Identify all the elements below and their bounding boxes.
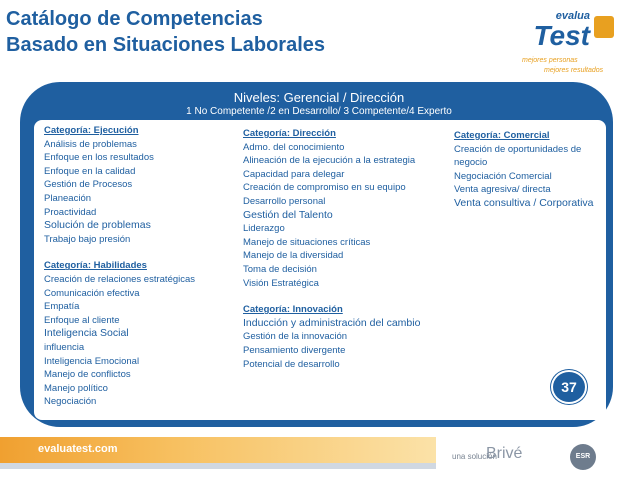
category-title-innovacion: Categoría: Innovación: [243, 304, 343, 316]
footer-site-link[interactable]: evaluatest.com: [38, 443, 118, 455]
logo-test-text: Test: [533, 20, 590, 51]
footer-solucion-text: una solución: [452, 452, 497, 461]
esr-logo: ESR: [570, 444, 596, 470]
column-left: [44, 124, 234, 409]
list-item: negocio: [454, 157, 488, 169]
list-item: Venta agresiva/ directa: [454, 184, 551, 196]
list-item: Manejo político: [44, 382, 108, 394]
scale-header: 1 No Competente /2 en Desarrollo/ 3 Competente/4 Experto: [186, 106, 452, 117]
page-title: [6, 6, 325, 58]
list-item: Manejo de la diversidad: [243, 250, 344, 262]
list-item: Gestión de la innovación: [243, 331, 348, 343]
list-item: Admo. del conocimiento: [243, 141, 345, 153]
list-item: Solución de problemas: [44, 219, 151, 232]
list-item: Negociación Comercial: [454, 170, 552, 182]
list-item: Comunicación efectiva: [44, 287, 140, 299]
list-item: Capacidad para delegar: [243, 168, 345, 180]
list-item: Enfoque en los resultados: [44, 152, 154, 164]
list-item: Toma de decisión: [243, 263, 317, 275]
list-item: Proactividad: [44, 206, 97, 218]
column-middle: [243, 127, 443, 371]
list-item: Creación de relaciones estratégicas: [44, 273, 196, 285]
category-title-direccion: Categoría: Dirección: [243, 128, 336, 139]
list-item: Negociación: [44, 396, 97, 408]
list-item: Gestión de Procesos: [44, 179, 133, 191]
column-right: [454, 129, 604, 211]
list-item: Análisis de problemas: [44, 138, 137, 150]
list-item: Pensamiento divergente: [243, 344, 346, 356]
list-item: Trabajo bajo presión: [44, 233, 131, 245]
list-item: Enfoque al cliente: [44, 314, 120, 326]
evaluatest-logo: [514, 10, 614, 80]
title-line-1: Catálogo de Competencias: [6, 8, 263, 30]
list-item: Enfoque en la calidad: [44, 165, 136, 177]
list-item: Inducción y administración del cambio: [243, 316, 421, 329]
checkmark-icon: [594, 16, 614, 38]
footer-bar-shadow: [0, 463, 436, 469]
list-item: Planeación: [44, 192, 92, 204]
list-item: Empatía: [44, 301, 80, 313]
list-item: Liderazgo: [243, 223, 285, 235]
category-title-comercial: Categoría: Comercial: [454, 130, 550, 141]
list-item: Venta consultiva / Corporativa: [454, 196, 594, 209]
list-item: Visión Estratégica: [243, 277, 319, 289]
levels-header: Niveles: Gerencial / Dirección: [233, 90, 405, 105]
category-title-ejecucion: Categoría: Ejecución: [44, 125, 139, 136]
list-item: Inteligencia Emocional: [44, 355, 140, 367]
logo-evalua-text: evalua: [555, 10, 590, 22]
title-line-2: Basado en Situaciones Laborales: [6, 34, 325, 56]
list-item: Alineación de la ejecución a la estrategia: [243, 155, 416, 167]
list-item: Creación de oportunidades de: [454, 143, 582, 155]
list-item: influencia: [44, 341, 85, 353]
list-item: Manejo de situaciones críticas: [243, 236, 371, 248]
list-item: Potencial de desarrollo: [243, 358, 340, 370]
brive-logo: Brivé: [486, 445, 523, 462]
logo-tagline-1: mejores personas: [522, 57, 578, 64]
list-item: Inteligencia Social: [44, 327, 129, 340]
list-item: Creación de compromiso en su equipo: [243, 182, 406, 194]
list-item: Manejo de conflictos: [44, 369, 131, 381]
list-item: Gestión del Talento: [243, 208, 333, 221]
list-item: Desarrollo personal: [243, 195, 326, 207]
logo-tagline-2: mejores resultados: [544, 67, 604, 74]
page-number-badge: 37: [551, 370, 587, 404]
category-title-habilidades: Categoría: Habilidades: [44, 260, 147, 272]
